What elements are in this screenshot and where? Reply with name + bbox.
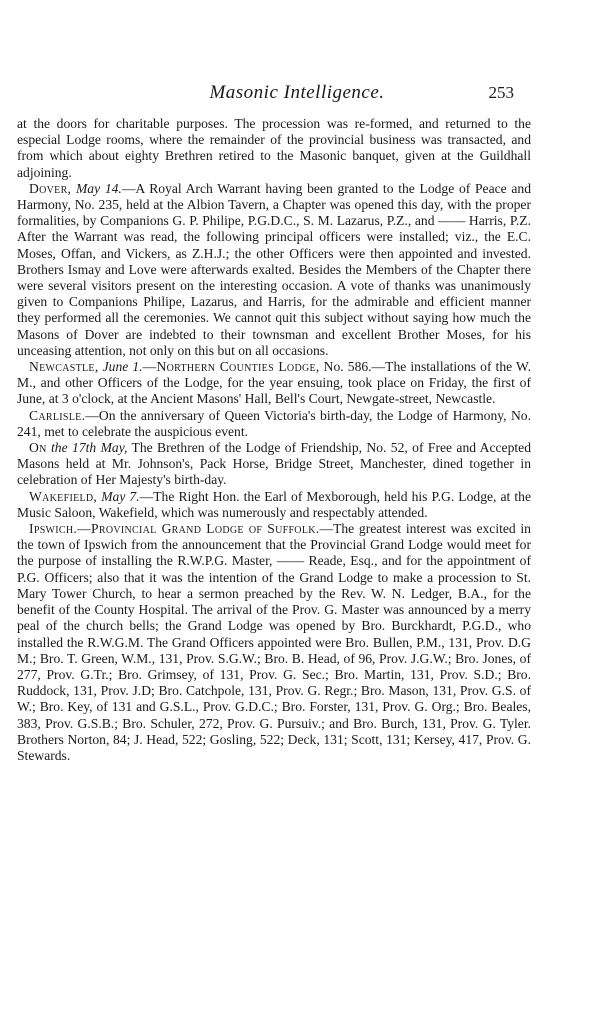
page-number: 253 bbox=[488, 83, 514, 102]
paragraph-text: —On the anniversary of Queen Victoria's birth-day, the Lodge of Harmony, No. 241, met to celebrate the auspicious event. bbox=[17, 407, 531, 439]
paragraph-date: May 7. bbox=[101, 488, 140, 504]
paragraph-ipswich bbox=[17, 521, 531, 764]
paragraph-date: the 17th May, bbox=[51, 440, 128, 456]
paragraph-place: Newcastle, bbox=[29, 359, 99, 375]
paragraph-lodge-title: —Provincial Grand Lodge of Suffolk. bbox=[77, 521, 320, 537]
paragraph-place: Ipswich. bbox=[29, 521, 78, 537]
paragraph-place: Carlisle. bbox=[29, 407, 86, 423]
paragraph-continuation bbox=[17, 116, 531, 181]
paragraph-text: No. 586.—The installations of the W. M., and other Officers of the Lodge, for the year ensuing, took place on Friday, the first of June, at 3 o'clock, at the Ancient Masons' Hall, Bell's Court, Newgate-street, Newcastle. bbox=[17, 359, 531, 407]
paragraph-date: May 14. bbox=[75, 180, 122, 196]
article-body bbox=[17, 116, 531, 764]
paragraph-place: On bbox=[29, 440, 47, 456]
paragraph-text: at the doors for charitable purposes. The procession was re-formed, and returned to the especial Lodge rooms, where the remainder of the provincial business was transacted, and from which about eighty Brethren retired to the Masonic banquet, given at the Guildhall adjoining. bbox=[17, 116, 531, 180]
paragraph-place: Dover, bbox=[29, 180, 72, 196]
paragraph-dover bbox=[17, 181, 531, 359]
paragraph-place: Wakefield, bbox=[29, 488, 98, 504]
running-title: Masonic Intelligence. bbox=[209, 82, 385, 103]
paragraph-lodge-title: —Northern Counties Lodge, bbox=[142, 359, 320, 375]
paragraph-text: —A Royal Arch Warrant having been granted to the Lodge of Peace and Harmony, No. 235, held at the Albion Tavern, a Chapter was opened this day, with the proper formalities, by Companions G. P. Philipe, P.G.D.C., S. M. Lazarus, P.Z., and —— Harris, P.Z. After the Warrant was read, the following principal officers were installed; viz., the E.C. Moses, Offan, and Vickers, as Z.H.J.; the other Officers were then appointed and invested. Brothers Ismay and Love were afterwards exalted. Besides the Members of the Chapter there were several visitors present on the interesting occasion. A vote of thanks was unanimously given to Companions Philipe, Lazarus, and Harris, for the admirable and efficient manner they performed all the ceremonies. We cannot quit this subject without saying how much the Masons of Dover are indebted to their townsman and excellent Brother Moses, for his unceasing attention, not only on this but on all occasions. bbox=[17, 180, 531, 358]
paragraph-wakefield bbox=[17, 489, 531, 521]
paragraph-manchester bbox=[17, 440, 531, 489]
paragraph-date: June 1. bbox=[102, 359, 143, 375]
paragraph-carlisle bbox=[17, 408, 531, 440]
paragraph-newcastle bbox=[17, 359, 531, 408]
paragraph-text: —The Right Hon. the Earl of Mexborough, held his P.G. Lodge, at the Music Saloon, Wakefield, which was numerously and respectably attended. bbox=[17, 488, 531, 520]
paragraph-text: —The greatest interest was excited in the town of Ipswich from the announcement that the Provincial Grand Lodge would meet for the purpose of installing the R.W.P.G. Master, —— Reade, Esq., and for the appointment of P.G. Officers; also that it was the intention of the Grand Lodge to make a procession to St. Mary Tower Church, to hear a sermon preached by the Rev. W. N. Ledger, B.A., for the benefit of the County Hospital. The arrival of the Prov. G. Master was announced by a merry peal of the church bells; the Grand Lodge was opened by Bro. Burckhardt, P.G.D., who installed the R.W.G.M. The Grand Officers appointed were Bro. Bullen, P.M., 131, Prov. D.G M.; Bro. T. Green, W.M., 131, Prov. S.G.W.; Bro. B. Head, of 96, Prov. J.G.W.; Bro. Jones, of 277, Prov. G.Tr.; Bro. Grimsey, of 131, Prov. G. Sec.; Bro. Martin, 131, Prov. S.D.; Bro. Ruddock, 131, Prov. J.D; Bro. Catchpole, 131, Prov. G. Regr.; Bro. Mason, 131, Prov. G.S. of W.; Bro. Key, of 131 and G.S.L., Prov. G.D.C.; Bro. Forster, 131, Prov. G. Org.; Bro. Beales, 383, Prov. G.S.B.; Bro. Schuler, 272, Prov. G. Pursuiv.; and Bro. Burch, 131, Prov. G. Tyler. Brothers Norton, 84; J. Head, 522; Gosling, 522; Deck, 131; Scott, 131; Kersey, 417, Prov. G. Stewards. bbox=[17, 521, 531, 763]
paragraph-text: The Brethren of the Lodge of Friendship, No. 52, of Free and Accepted Masons held at Mr. Johnson's, Pack Horse, Bridge Street, Manchester, dined together in celebration of Her Majesty's birth-day. bbox=[17, 440, 531, 488]
page-header bbox=[0, 82, 594, 112]
